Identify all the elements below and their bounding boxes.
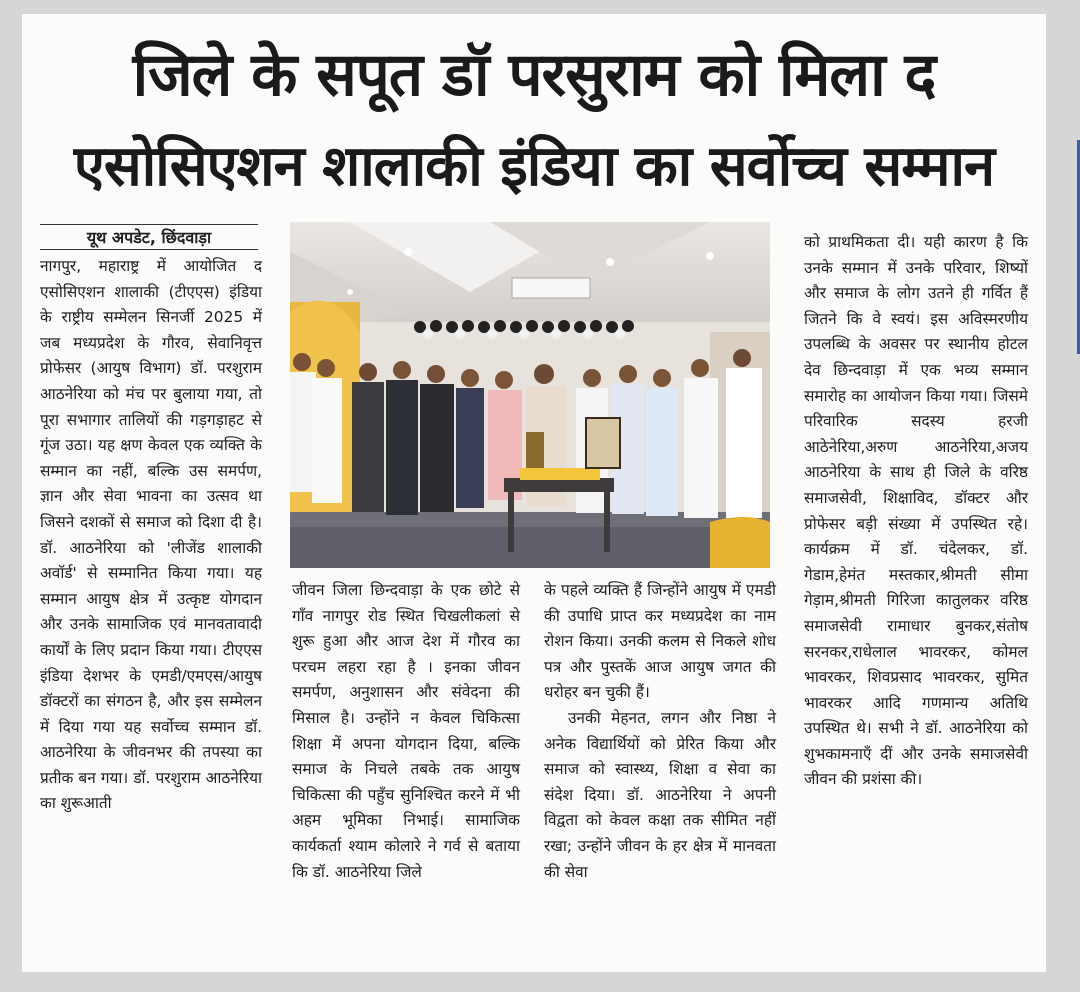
byline: यूथ अपडेट, छिंदवाड़ा <box>40 224 258 250</box>
article-column-4 <box>804 230 1028 793</box>
event-photo <box>290 222 770 568</box>
column-1-text: नागपुर, महाराष्ट्र में आयोजित द एसोसिएशन शालाकी (टीएएस) इंडिया के राष्ट्रीय सम्मेलन सिनर्जी 2025 में जब मध्यप्रदेश के गौरव, सेवानिवृत्त प्रोफेसर (आयुष विभाग) डॉ. परशुराम आठनेरिया को मंच पर बुलाया गया, तो पूरा सभागार तालियों की गड़गड़ाहट से गूंज उठा। यह क्षण केवल एक व्यक्ति के सम्मान का नहीं, बल्कि उस समर्पण, ज्ञान और सेवा भावना का उत्सव था जिसने दशकों से समाज को दिशा दी है। डॉ. आठनेरिया को 'लीजेंड शालाकी अवॉर्ड' से सम्मानित किया गया। यह सम्मान आयुष क्षेत्र में उत्कृष्ट योगदान और उनके सामाजिक एवं मानवतावादी कार्यों के लिए प्रदान किया गया। टीएएस इंडिया देशभर के एमडी/एमएस/आयुष डॉक्टरों का संगठन है, और इस सम्मेलन में दिया गया यह सर्वोच्च सम्मान डॉ. आठनेरिया के जीवनभर की तपस्या का प्रतीक बन गया। डॉ. परशुराम आठनेरिया का शुरूआती <box>40 257 262 813</box>
column-4-text: को प्राथमिकता दी। यही कारण है कि उनके सम्मान में उनके परिवार, शिष्यों और समाज के लोग उतने ही गर्वित हैं जितने कि वे स्वयं। इस अविस्मरणीय उपलब्धि के अवसर पर स्थानीय होटल देव छिन्दवाड़ा में एक भव्य सम्मान समारोह का आयोजन किया गया। जिसमे परिवारिक सदस्य हरजी आठेनेरिया,अरुण आठनेरिया,अजय आठनेरिया के साथ ही जिले के वरिष्ठ समाजसेवी, शिक्षाविद, डॉक्टर और प्रोफेसर बड़ी संख्या में उपस्थित रहे। कार्यक्रम में डॉ. चंदेलकर, डॉ. गेडाम,हेमंत मस्तकार,श्रीमती सीमा गेड़ाम,श्रीमती गिरिजा कातुलकर वरिष्ठ समाजसेवी रामाधार बुनकर,संतोष सरनकर,राधेलाल भावरकर, कोमल भावरकर, शिवप्रसाद भावरकर, सुमित भावरकर आदि गणमान्य अतिथि उपस्थित थे। सभी ने डॉ. आठनेरिया को शुभकामनाएँ दीं और उनके समाजसेवी जीवन की प्रशंसा की। <box>804 233 1028 789</box>
headline-line-2: एसोसिएशन शालाकी इंडिया का सर्वोच्च सम्मान <box>73 134 995 199</box>
article-column-3 <box>544 578 776 885</box>
column-3-paragraph-2: उनकी मेहनत, लगन और निष्ठा ने अनेक विद्यार्थियों को प्रेरित किया और समाज को स्वास्थ्य, शिक्षा व सेवा का संदेश दिया। डॉ. आठनेरिया ने अपनी विद्वता को केवल कक्षा तक सीमित नहीं रखा; उन्होंने जीवन के हर क्षेत्र में मानवता की सेवा <box>544 708 776 881</box>
headline-line-1: जिले के सपूत डॉ परसुराम को मिला द <box>132 40 936 110</box>
article-column-1 <box>40 254 262 817</box>
article-column-2 <box>292 578 520 885</box>
column-3-paragraph-1: के पहले व्यक्ति हैं जिन्होंने आयुष में एमडी की उपाधि प्राप्त कर मध्यप्रदेश का नाम रोशन किया। उनकी कलम से निकले शोध पत्र और पुस्तकें आज आयुष जगत की धरोहर बन चुकी हैं। <box>544 581 776 702</box>
column-2-text: जीवन जिला छिन्दवाड़ा के एक छोटे से गाँव नागपुर रोड स्थित चिखलीकलां से शुरू हुआ और आज देश में गौरव का परचम लहरा रहा है । इनका जीवन समर्पण, अनुशासन और संवेदना की मिसाल है। उन्होंने न केवल चिकित्सा शिक्षा में अपना योगदान दिया, बल्कि समाज के निचले तबके तक आयुष चिकित्सा की पहुँच सुनिश्चित करने में भी अहम भूमिका निभाई। सामाजिक कार्यकर्ता श्याम कोलारे ने गर्व से बताया कि डॉ. आठनेरिया जिले <box>292 581 520 881</box>
